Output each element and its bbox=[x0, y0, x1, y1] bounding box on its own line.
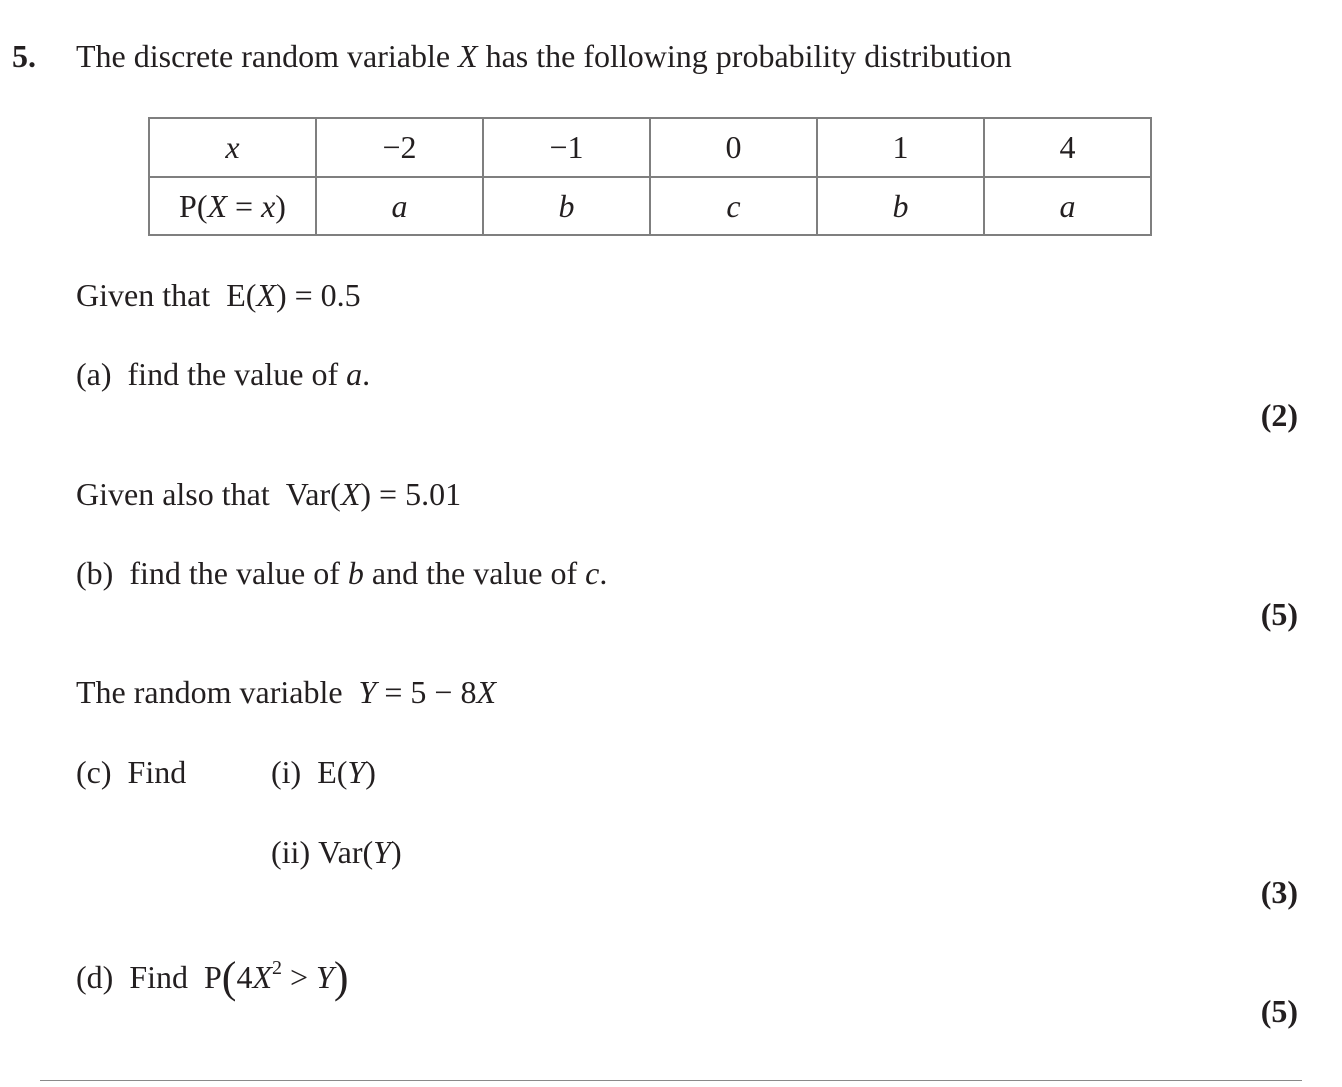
part-c-i: (i) E(Y) bbox=[271, 754, 376, 790]
part-c: (c) Find bbox=[76, 754, 187, 790]
part-b-label: (b) bbox=[76, 555, 114, 591]
given-y-definition: The random variable Y = 5 − 8X bbox=[76, 674, 496, 710]
table-row-x bbox=[149, 118, 1151, 177]
part-a-marks: (2) bbox=[1260, 397, 1298, 433]
table-cell-prob: a bbox=[984, 177, 1151, 235]
intro-prefix: The discrete random variable bbox=[76, 38, 451, 74]
part-a-label: (a) bbox=[76, 356, 112, 392]
question-intro bbox=[76, 40, 1012, 72]
table-cell-x: −2 bbox=[316, 118, 483, 177]
table-header-x: x bbox=[149, 118, 316, 177]
part-c-marks: (3) bbox=[1260, 874, 1298, 910]
part-c-ii: (ii) Var(Y) bbox=[271, 834, 402, 870]
question-number: 5. bbox=[12, 38, 36, 74]
part-d-label: (d) bbox=[76, 959, 114, 995]
part-c-label: (c) bbox=[76, 754, 112, 790]
table-cell-prob: b bbox=[817, 177, 984, 235]
part-d: (d) Find $P(4X^2 > Y)$ bbox=[76, 953, 349, 1002]
given-variance: Given also that Var(X) = 5.01 bbox=[76, 476, 462, 512]
intro-var: X bbox=[458, 38, 478, 74]
table-cell-x: 1 bbox=[817, 118, 984, 177]
table-header-prob: P(X = x) bbox=[149, 177, 316, 235]
table-cell-prob: c bbox=[650, 177, 817, 235]
table-cell-prob: a bbox=[316, 177, 483, 235]
table-cell-x: −1 bbox=[483, 118, 650, 177]
given-expectation: Given that E(X) = 0.5 bbox=[76, 277, 361, 313]
bottom-rule bbox=[40, 1080, 1302, 1081]
probability-table bbox=[148, 117, 1152, 236]
table-cell-x: 0 bbox=[650, 118, 817, 177]
table-cell-x: 4 bbox=[984, 118, 1151, 177]
part-d-marks: (5) bbox=[1260, 993, 1298, 1029]
part-b-marks: (5) bbox=[1260, 596, 1298, 632]
part-a: (a) find the value of a. bbox=[76, 356, 371, 392]
table-cell-prob: b bbox=[483, 177, 650, 235]
table-row-prob bbox=[149, 177, 1151, 235]
part-b: (b) find the value of b and the value of c. bbox=[76, 555, 608, 591]
intro-suffix: has the following probability distribution bbox=[485, 38, 1012, 74]
